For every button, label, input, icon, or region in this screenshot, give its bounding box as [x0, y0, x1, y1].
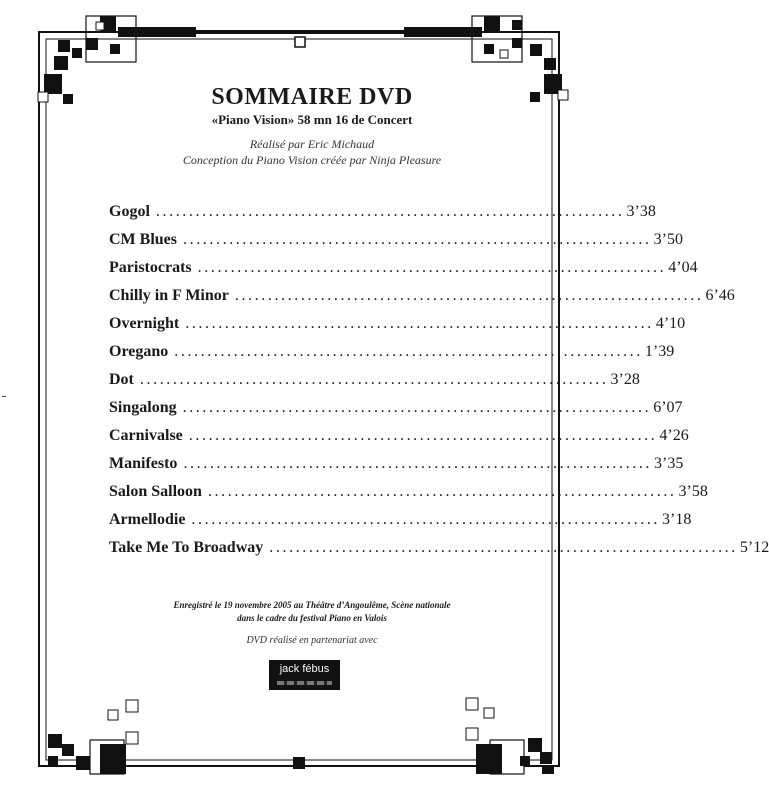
- bottom-center-square: [293, 757, 305, 769]
- recording-info-line-2: dans le cadre du festival Piano en Valois: [237, 613, 387, 623]
- track-duration: 3’38: [626, 203, 656, 220]
- credit-director: Réalisé par Eric Michaud: [249, 137, 375, 151]
- jack-febus-logo: [269, 660, 340, 690]
- track-row: [109, 315, 686, 343]
- track-title: Armellodie: [109, 511, 186, 528]
- track-duration: 3’28: [610, 371, 640, 388]
- track-duration: 5’12: [739, 539, 769, 556]
- track-row: [109, 371, 640, 399]
- track-title: Singalong: [109, 399, 177, 416]
- track-duration: 3’18: [662, 511, 692, 528]
- track-row: [109, 483, 708, 511]
- page-title: SOMMAIRE DVD: [211, 84, 413, 110]
- dot-leader: .......................................................................: [185, 315, 654, 332]
- credit-concept: Conception du Piano Vision créée par Ninja Pleasure: [182, 153, 442, 167]
- top-band-left: [118, 27, 196, 37]
- dot-leader: .......................................................................: [139, 371, 609, 388]
- page-subtitle: «Piano Vision» 58 mn 16 de Concert: [211, 112, 413, 127]
- track-title: Take Me To Broadway: [109, 539, 264, 556]
- dot-leader: .......................................................................: [207, 483, 677, 500]
- dot-leader: .......................................................................: [183, 455, 653, 472]
- dot-leader: .......................................................................: [234, 287, 704, 304]
- top-center-square: [295, 37, 305, 47]
- track-title: Oregano: [109, 343, 169, 360]
- track-title: Carnivalse: [109, 427, 183, 444]
- track-title: Chilly in F Minor: [109, 287, 229, 304]
- track-title: CM Blues: [109, 231, 177, 248]
- track-duration: 6’46: [705, 287, 735, 304]
- dot-leader: .......................................................................: [183, 231, 652, 248]
- track-title: Gogol: [109, 203, 150, 220]
- track-title: Overnight: [109, 315, 180, 332]
- top-band-right: [404, 27, 482, 37]
- track-duration: 4’10: [655, 315, 686, 332]
- track-row: [109, 539, 769, 567]
- dot-leader: .......................................................................: [182, 399, 652, 416]
- track-duration: 1’39: [644, 343, 675, 360]
- track-title: Salon Salloon: [109, 483, 202, 500]
- track-row: [109, 259, 698, 287]
- track-row: [109, 203, 656, 231]
- dot-leader: .......................................................................: [197, 259, 667, 276]
- track-duration: 3’50: [653, 231, 683, 248]
- track-row: [109, 427, 689, 455]
- track-title: Dot: [109, 371, 134, 388]
- dot-leader: .......................................................................: [269, 539, 738, 556]
- track-row: [109, 455, 684, 483]
- track-row: [109, 511, 692, 539]
- track-row: [109, 287, 735, 315]
- logo-stripe: [277, 681, 332, 685]
- partner-text: DVD réalisé en partenariat avec: [246, 635, 378, 646]
- dot-leader: .......................................................................: [188, 427, 658, 444]
- corner-ornament-bottom-left: [48, 700, 138, 774]
- dot-leader: .......................................................................: [155, 203, 625, 220]
- dot-leader: .......................................................................: [191, 511, 661, 528]
- track-duration: 3’35: [654, 455, 684, 472]
- track-row: [109, 231, 683, 259]
- track-title: Paristocrats: [109, 259, 192, 276]
- side-mark: [2, 396, 6, 397]
- track-list: [109, 203, 769, 567]
- dot-leader: .......................................................................: [174, 343, 643, 360]
- logo-text: jack fébus: [279, 663, 330, 675]
- corner-ornament-bottom-right: [466, 698, 554, 774]
- track-row: [109, 343, 675, 371]
- top-band-line: [196, 30, 404, 34]
- track-title: Manifesto: [109, 455, 178, 472]
- track-duration: 4’04: [668, 259, 698, 276]
- recording-info-line-1: Enregistré le 19 novembre 2005 au Théâtre d’Angoulême, Scène nationale: [173, 600, 451, 610]
- track-duration: 6’07: [653, 399, 683, 416]
- track-row: [109, 399, 683, 427]
- track-duration: 4’26: [659, 427, 689, 444]
- track-duration: 3’58: [678, 483, 708, 500]
